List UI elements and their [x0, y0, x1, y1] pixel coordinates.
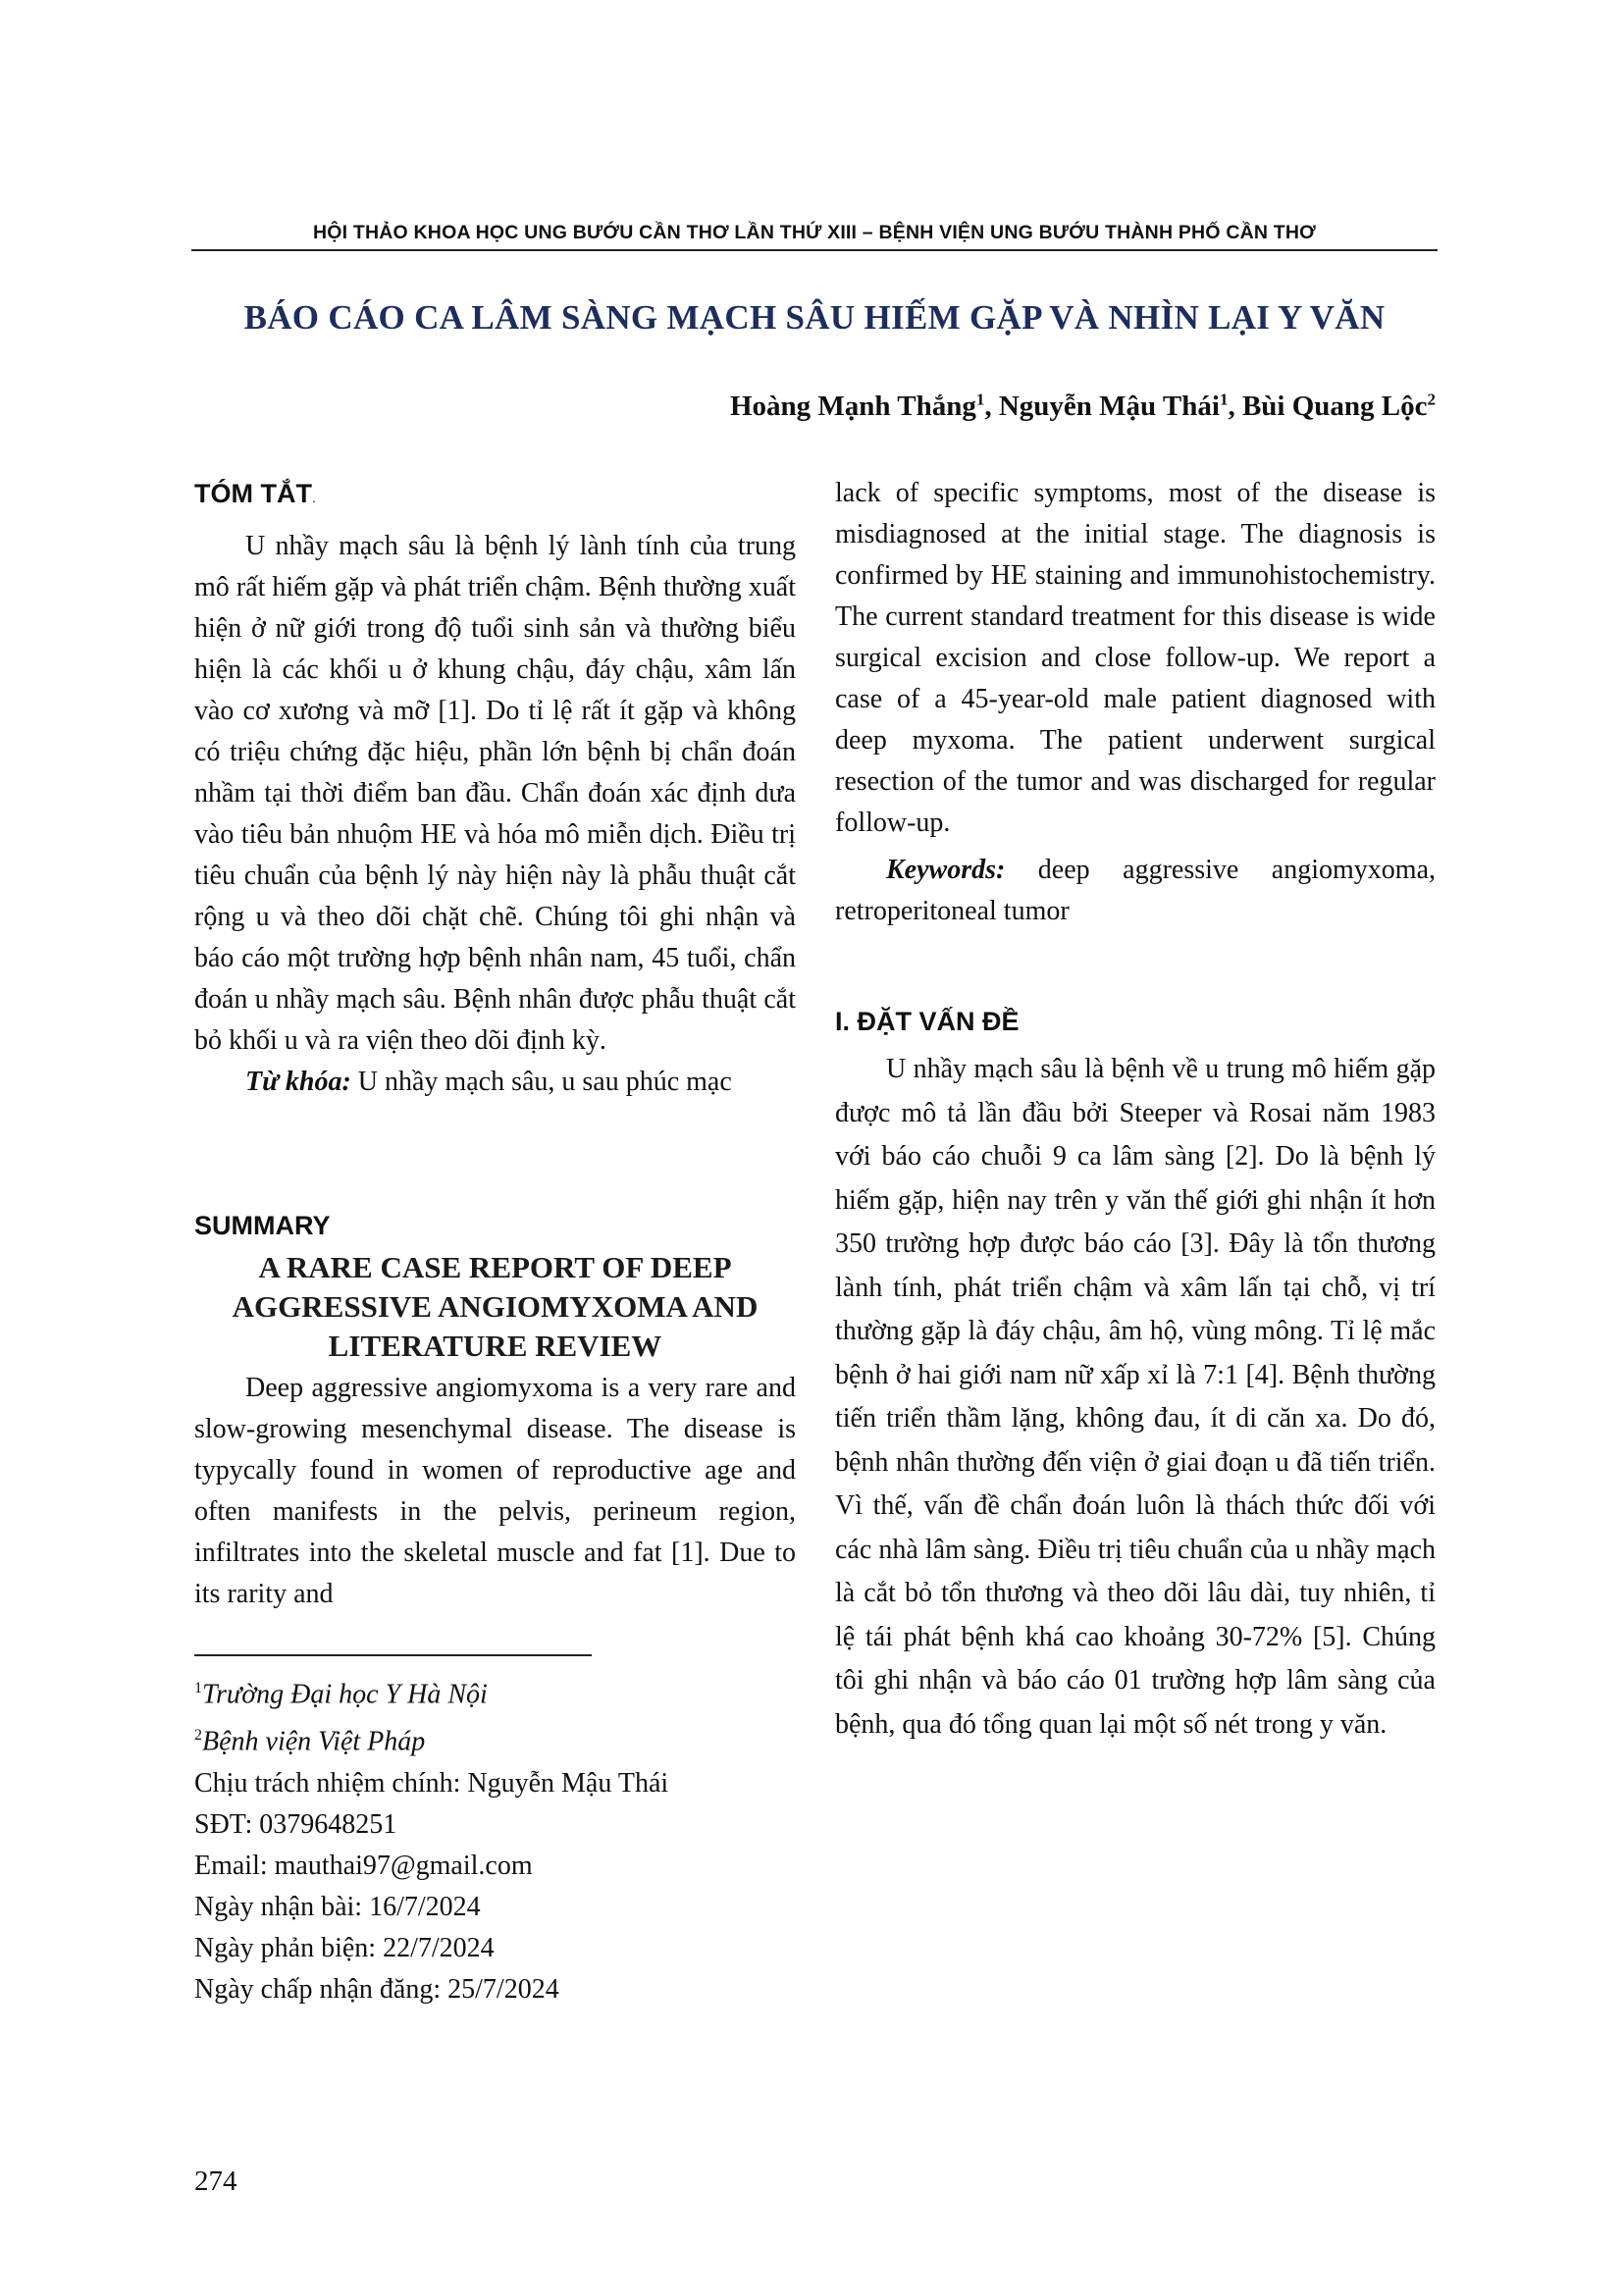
- summary-keywords: Keywords: deep aggressive angiomyxoma, retroperitoneal tumor: [835, 855, 1436, 926]
- header-divider: [191, 249, 1438, 251]
- paper-title: BÁO CÁO CA LÂM SÀNG MẠCH SÂU HIẾM GẶP VÀ NHÌN LẠI Y VĂN: [243, 298, 1386, 337]
- section-introduction: [835, 1001, 1436, 1747]
- summary-heading: SUMMARY: [194, 1211, 331, 1240]
- abstract-keywords: Từ khóa: U nhầy mạch sâu, u sau phúc mạc: [245, 1067, 732, 1097]
- summary-body-left: Deep aggressive angiomyxoma is a very rare and slow-growing mesenchymal disease. The disease is typycally found in women of reproductive age and often manifests in the pelvis, perineum region, infiltrates into the skeletal muscle and fat [1]. Due to its rarity and: [194, 1373, 796, 1609]
- summary-body-right: lack of specific symptoms, most of the disease is misdiagnosed at the initial stage. The diagnosis is confirmed by HE staining and immunohistochemistry. The current standard treatment for this disease is wide surgical excision and close follow-up. We report a case of a 45-year-old male patient diagnosed with deep myxoma. The patient underwent surgical resection of the tumor and was discharged for regular follow-up.: [835, 478, 1436, 838]
- accepted-date: Ngày chấp nhận đăng: 25/7/2024: [194, 1973, 559, 2005]
- email: Email: mauthai97@gmail.com: [194, 1850, 533, 1881]
- section-heading: I. ĐẶT VẤN ĐỀ: [835, 1007, 1020, 1036]
- abstract-body: U nhầy mạch sâu là bệnh lý lành tính của trung mô rất hiếm gặp và phát triển chậm. Bệnh thường xuất hiện ở nữ giới trong độ tuổi sinh sản và thường biểu hiện là các khối u ở khung chậu, đáy chậu, xâm lấn vào cơ xương và mỡ [1]. Do tỉ lệ rất ít gặp và không có triệu chứng đặc hiệu, phần lớn bệnh bị chẩn đoán nhầm tại thời điểm ban đầu. Chẩn đoán xác định dưa vào tiêu bản nhuộm HE và hóa mô miễn dịch. Điều trị tiêu chuẩn của bệnh lý này hiện này là phẫu thuật cắt rộng u và theo dõi chặt chẽ. Chúng tôi ghi nhận và báo cáo một trường hợp bệnh nhân nam, 45 tuổi, chẩn đoán u nhầy mạch sâu. Bệnh nhân được phẫu thuật cắt bỏ khối u và ra viện theo dõi định kỳ.: [194, 531, 796, 1056]
- abstract-vi: [194, 473, 796, 1103]
- author-3: Bùi Quang Lộc$^2$: [1241, 390, 1436, 422]
- reviewed-date: Ngày phản biện: 22/7/2024: [194, 1932, 495, 1963]
- phone: SĐT: 0379648251: [194, 1808, 397, 1840]
- summary-section: [194, 1205, 796, 1615]
- summary-continued: [835, 473, 1436, 932]
- corresponding-author: Chịu trách nhiệm chính: Nguyễn Mậu Thái: [194, 1767, 669, 1799]
- footnote-divider: [194, 1654, 592, 1656]
- abstract-heading: TÓM TẮT.: [194, 479, 316, 508]
- affiliation-1: $^1$Trường Đại học Y Hà Nội: [194, 1679, 488, 1710]
- footnotes: [194, 1668, 668, 2010]
- affiliation-2: $^2$Bệnh viện Việt Pháp: [194, 1726, 426, 1757]
- received-date: Ngày nhận bài: 16/7/2024: [194, 1891, 481, 1922]
- page-number: 274: [194, 2166, 237, 2197]
- author-2: Nguyễn Mậu Thái$^1$,: [998, 390, 1242, 422]
- author-1: Hoàng Mạnh Thắng$^1$,: [729, 390, 999, 422]
- summary-title: A RARE CASE REPORT OF DEEP AGGRESSIVE ANGIOMYXOMA AND LITERATURE REVIEW: [232, 1250, 759, 1363]
- author-list: [730, 390, 1436, 423]
- section-body: U nhầy mạch sâu là bệnh về u trung mô hiếm gặp được mô tả lần đầu bởi Steeper và Rosai năm 1983 với báo cáo chuỗi 9 ca lâm sàng [2]. Do là bệnh lý hiếm gặp, hiện nay trên y văn thế giới ghi nhận ít hơn 350 trường hợp được báo cáo [3]. Đây là tổn thương lành tính, phát triển chậm và xâm lấn tại chỗ, vị trí thường gặp là đáy chậu, âm hộ, vùng mông. Tỉ lệ mắc bệnh ở hai giới nam nữ xấp xỉ là 7:1 [4]. Bệnh thường tiến triển thầm lặng, không đau, ít di căn xa. Do đó, bệnh nhân thường đến viện ở giai đoạn u đã tiến triển. Vì thế, vấn đề chẩn đoán luôn là thách thức đối với các nhà lâm sàng. Điều trị tiêu chuẩn của u nhầy mạch là cắt bỏ tổn thương và theo dõi lâu dài, tuy nhiên, tỉ lệ tái phát bệnh khá cao khoảng 30-72% [5]. Chúng tôi ghi nhận và báo cáo 01 trường hợp lâm sàng của bệnh, qua đó tổng quan lại một số nét trong y văn.: [835, 1054, 1436, 1740]
- running-header: HỘI THẢO KHOA HỌC UNG BƯỚU CẦN THƠ LẦN THỨ XIII – BỆNH VIỆN UNG BƯỚU THÀNH PHỐ CẦN THƠ: [312, 222, 1317, 243]
